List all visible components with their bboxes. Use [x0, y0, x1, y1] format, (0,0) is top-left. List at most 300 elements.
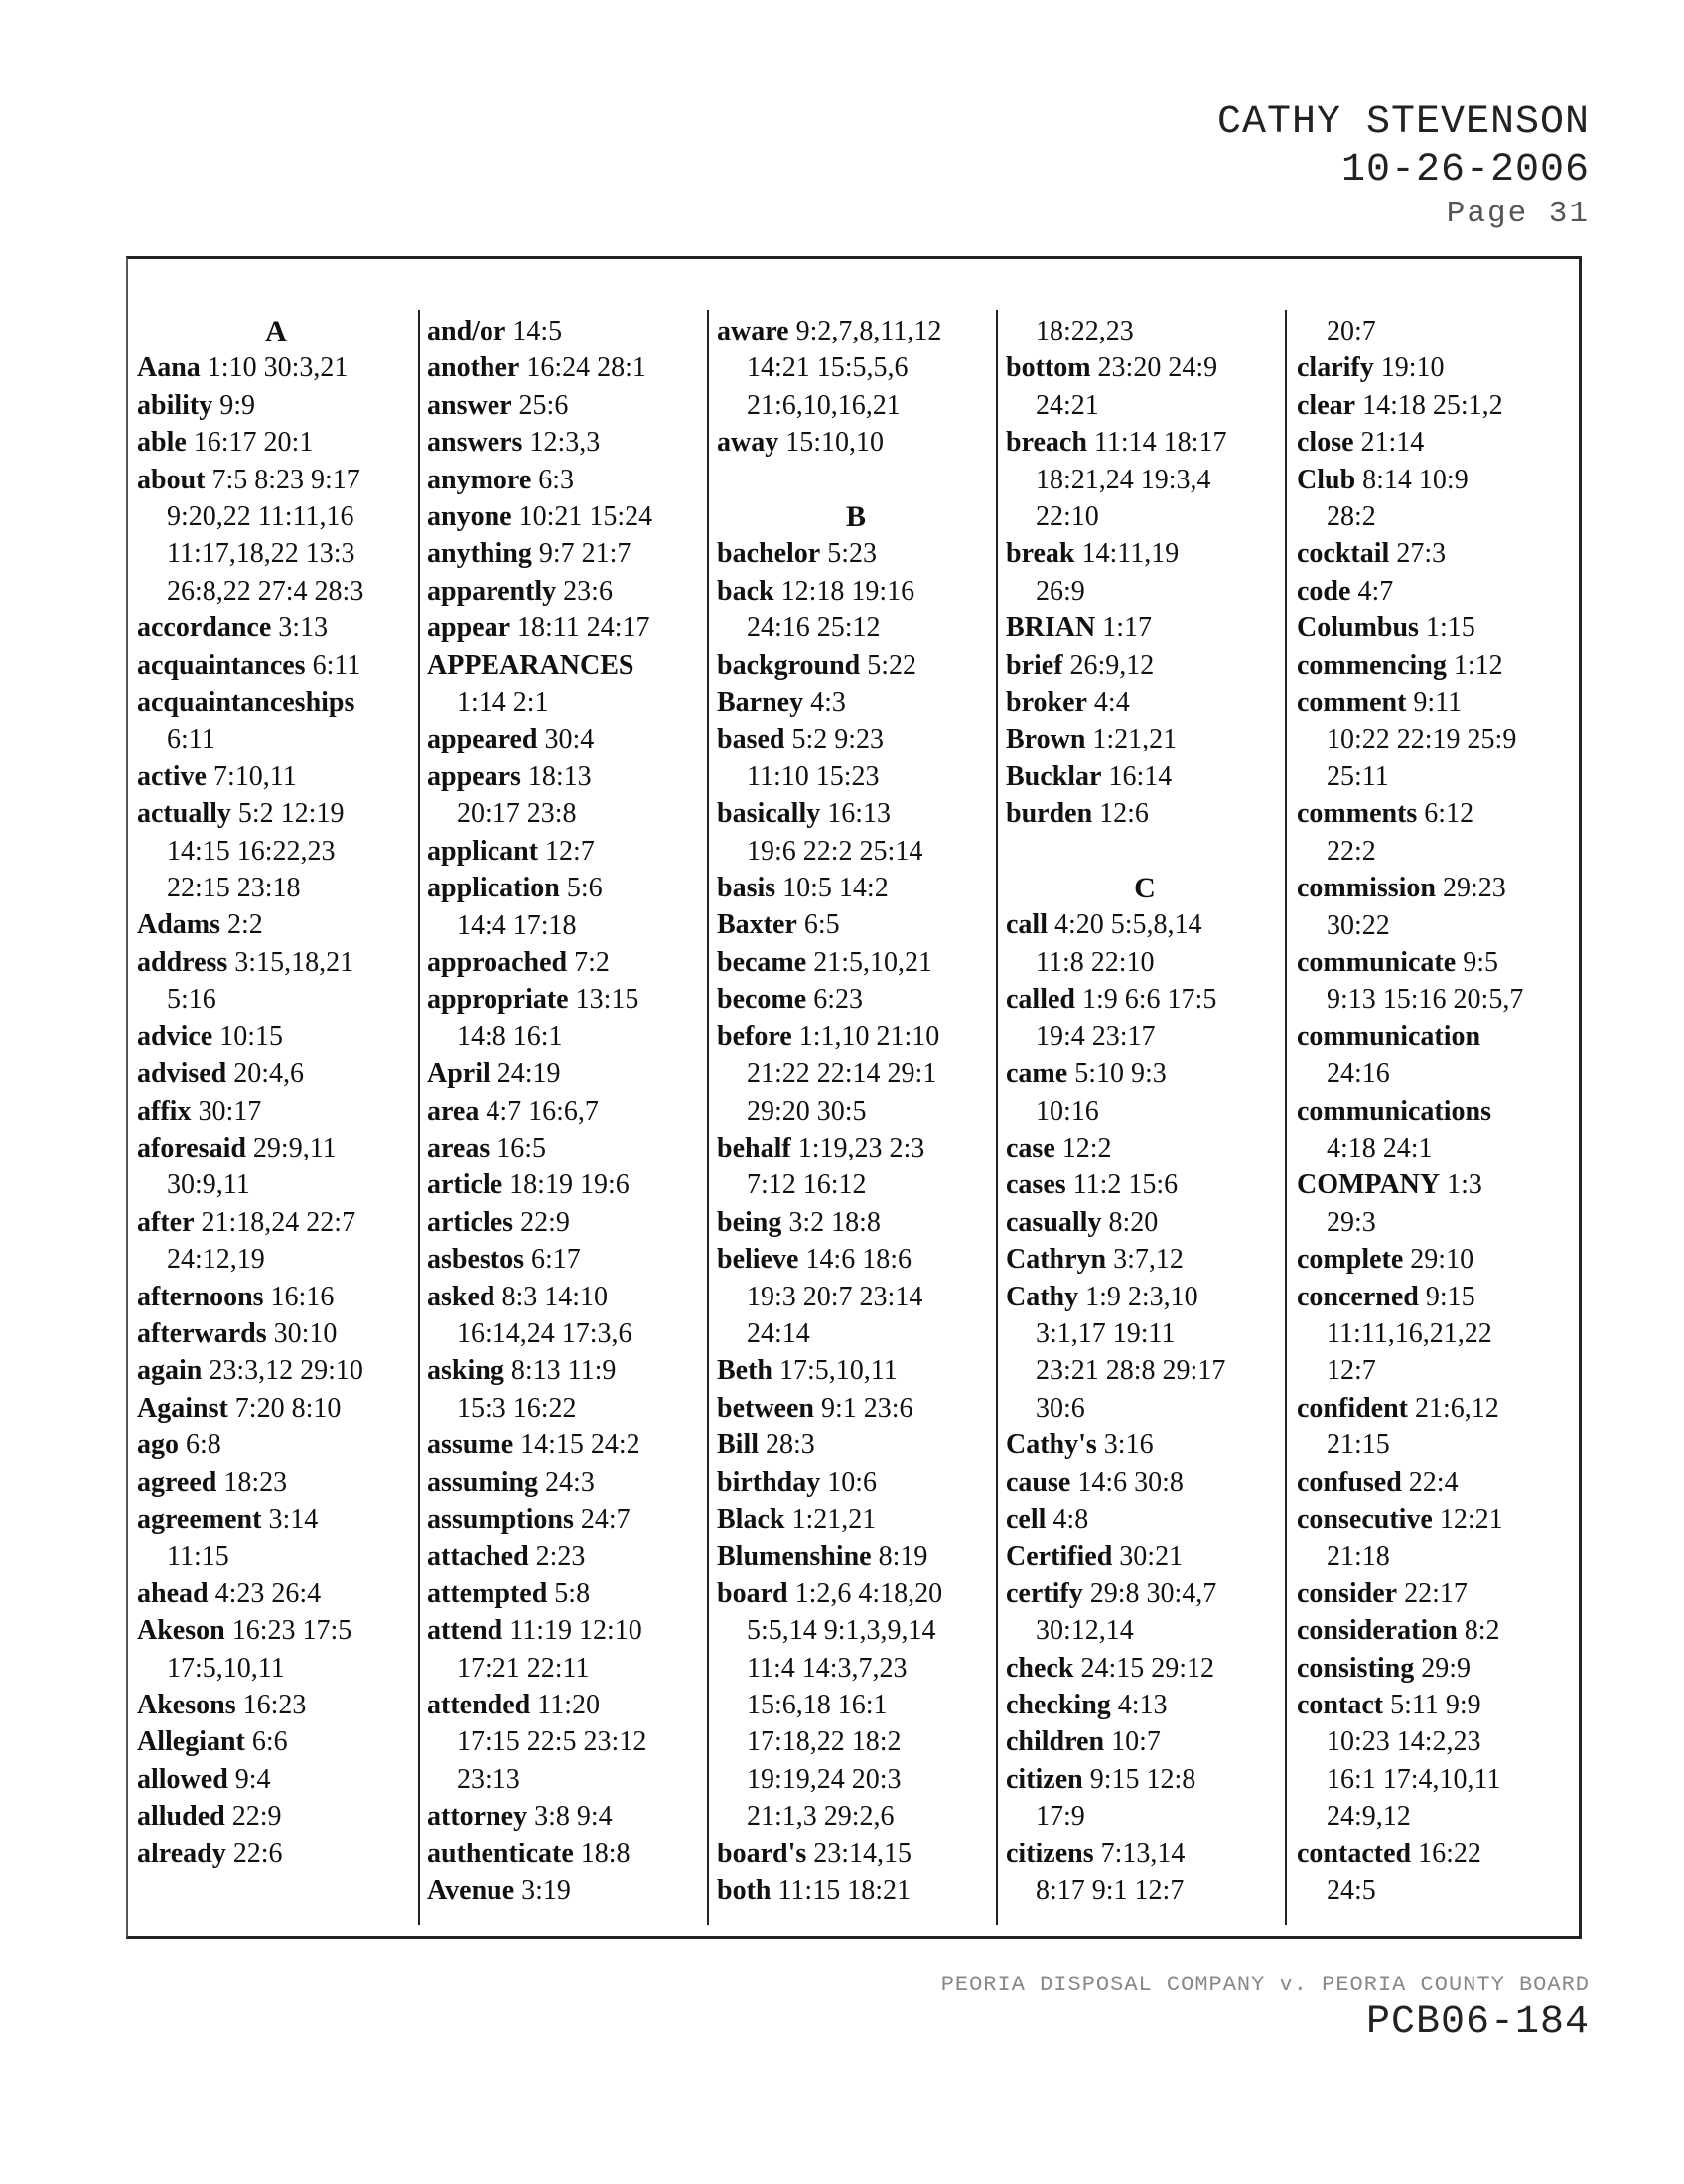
index-entry [427, 1501, 705, 1538]
witness-name: CATHY STEVENSON [1216, 100, 1590, 145]
page-line-references: 14:6 18:6 [805, 1244, 912, 1276]
page-line-references-continued: 20:17 23:8 [457, 798, 577, 830]
page-line-references: 29:10 [1410, 1244, 1474, 1276]
index-term: COMPANY [1297, 1169, 1441, 1201]
index-entry [717, 1575, 995, 1612]
index-entry [1006, 1241, 1284, 1278]
index-term: confident [1297, 1392, 1408, 1424]
index-entry [137, 684, 415, 721]
page-line-references: 9:4 [234, 1763, 271, 1795]
page-line-references-continued: 17:9 [1036, 1801, 1085, 1833]
page-line-references: 11:20 [537, 1690, 600, 1721]
index-column-5 [1297, 313, 1575, 1909]
index-term: clear [1297, 389, 1356, 421]
page-line-references: 4:7 16:6,7 [486, 1095, 599, 1127]
index-term: casually [1006, 1206, 1102, 1238]
index-term: article [427, 1169, 503, 1201]
index-term: both [717, 1875, 772, 1907]
page-line-references: 9:1 23:6 [820, 1392, 913, 1424]
index-entry [137, 1501, 415, 1538]
index-entry [427, 1798, 705, 1835]
index-entry [427, 944, 705, 981]
index-term: attorney [427, 1801, 528, 1833]
page-line-references: 18:13 [527, 760, 592, 792]
case-number: PCB06-184 [1365, 2000, 1590, 2045]
page-line-references-continued: 18:22,23 [1036, 316, 1134, 346]
index-entry [1006, 684, 1284, 721]
index-entry [137, 1204, 415, 1241]
index-term: Baxter [717, 909, 797, 941]
index-entry [1297, 1612, 1575, 1649]
index-term: afternoons [137, 1281, 264, 1312]
index-entry [717, 1427, 995, 1463]
page-line-references: 5:2 9:23 [791, 724, 885, 755]
page-line-references-continued: 11:15 [167, 1541, 229, 1572]
page-line-references: 6:12 [1424, 798, 1474, 830]
page-line-references-continued: 24:16 25:12 [747, 613, 881, 644]
index-entry [427, 1836, 705, 1872]
page-line-references: 30:4 [544, 724, 595, 755]
index-term: Adams [137, 909, 221, 941]
index-entry [1006, 721, 1284, 757]
index-entry [137, 1093, 415, 1130]
index-entry [137, 1427, 415, 1463]
index-entry [427, 462, 705, 498]
index-entry [427, 535, 705, 572]
index-term: anything [427, 538, 532, 570]
page-line-references: 3:14 [268, 1503, 319, 1535]
page-line-references: 6:23 [813, 984, 863, 1016]
index-term: code [1297, 575, 1351, 607]
page-line-references: 4:13 [1117, 1690, 1168, 1720]
index-entry [137, 1055, 415, 1092]
page-line-references-continued: 10:22 22:19 25:9 [1327, 724, 1517, 755]
page-line-references: 11:2 15:6 [1072, 1169, 1179, 1201]
index-entry [1006, 1650, 1284, 1687]
index-term: affix [137, 1095, 192, 1127]
page-line-references: 9:9 [219, 389, 256, 421]
index-term: alluded [137, 1801, 225, 1833]
column-divider [418, 310, 420, 1925]
index-entry [1006, 349, 1284, 386]
page-line-references: 7:5 8:23 9:17 [211, 464, 360, 495]
index-entry [427, 1130, 705, 1166]
page-line-references: 16:23 [242, 1690, 307, 1721]
index-term: address [137, 946, 228, 978]
page-line-references: 8:3 14:10 [501, 1281, 609, 1312]
page-line-references: 4:20 5:5,8,14 [1054, 909, 1202, 941]
index-term: Cathryn [1006, 1244, 1107, 1276]
index-term: Beth [717, 1355, 772, 1387]
page-line-references: 12:21 [1439, 1504, 1503, 1535]
page-line-references: 5:8 [554, 1577, 591, 1609]
section-gap [1006, 833, 1284, 870]
index-entry [717, 424, 995, 461]
index-entry [1297, 1019, 1575, 1055]
index-term: contacted [1297, 1838, 1412, 1869]
page-line-references: 7:13,14 [1100, 1838, 1186, 1869]
index-entry [1297, 349, 1575, 386]
index-term: advised [137, 1058, 227, 1090]
index-term: already [137, 1838, 226, 1869]
page-line-references-continued: 19:6 22:2 25:14 [747, 835, 923, 867]
index-term: away [717, 427, 779, 459]
page-line-references: 21:18,24 22:7 [201, 1206, 356, 1238]
index-term: ago [137, 1430, 179, 1461]
page-line-references: 8:14 10:9 [1362, 464, 1469, 495]
page-line-references: 7:20 8:10 [234, 1392, 342, 1424]
index-term: agreed [137, 1466, 217, 1498]
page-line-references: 23:6 [563, 575, 613, 607]
page-line-references-continued: 25:11 [1327, 760, 1389, 792]
index-term: afterwards [137, 1317, 267, 1349]
index-term: Certified [1006, 1541, 1113, 1572]
page-line-references: 2:2 [227, 909, 263, 941]
index-entry [1006, 1204, 1284, 1241]
page-line-references-continued: 23:21 28:8 29:17 [1036, 1355, 1226, 1387]
page-line-references: 21:14 [1360, 427, 1425, 459]
index-entry [427, 721, 705, 757]
page-line-references-continued: 20:7 [1327, 316, 1376, 346]
page-line-references: 9:5 [1463, 946, 1498, 978]
index-term: APPEARANCES [427, 649, 634, 681]
index-term: anyone [427, 501, 512, 533]
index-term: aware [717, 316, 789, 346]
index-term: another [427, 352, 520, 384]
index-term: basis [717, 873, 776, 904]
index-entry [717, 721, 995, 757]
page-line-references: 6:5 [803, 909, 840, 941]
page-line-references: 5:23 [827, 538, 877, 570]
index-entry [1006, 758, 1284, 795]
index-entry [1297, 647, 1575, 684]
page-header [1217, 99, 1590, 234]
page-line-references-continued: 10:16 [1036, 1095, 1099, 1127]
page-line-references-continued: 21:1,3 29:2,6 [747, 1801, 895, 1833]
page-line-references: 5:2 12:19 [237, 798, 345, 830]
page-line-references: 8:20 [1108, 1206, 1159, 1238]
index-entry [137, 1575, 415, 1612]
page-line-references-continued: 24:21 [1036, 389, 1099, 421]
page-line-references: 16:22 [1418, 1838, 1481, 1869]
index-entry [1297, 1836, 1575, 1872]
index-term: become [717, 984, 807, 1016]
page-line-references-continued: 24:12,19 [167, 1244, 265, 1276]
index-term: asked [427, 1281, 495, 1312]
index-entry [137, 906, 415, 943]
index-term: checking [1006, 1690, 1111, 1720]
page-line-references: 11:14 18:17 [1093, 427, 1227, 459]
index-column-4 [1006, 313, 1284, 1909]
index-term: board's [717, 1838, 807, 1869]
page-line-references-continued: 24:16 [1327, 1058, 1390, 1090]
page-line-references: 3:7,12 [1113, 1244, 1184, 1276]
index-term: consecutive [1297, 1504, 1433, 1535]
index-entry [1297, 610, 1575, 646]
index-term: called [1006, 984, 1075, 1016]
index-term: burden [1006, 798, 1093, 830]
index-term: citizen [1006, 1763, 1083, 1795]
page-line-references-continued: 28:2 [1327, 501, 1376, 533]
index-term: answers [427, 427, 523, 459]
page-line-references: 8:2 [1464, 1615, 1500, 1647]
index-entry [717, 1019, 995, 1055]
index-term: close [1297, 427, 1354, 459]
page-line-references-continued: 21:6,10,16,21 [747, 389, 901, 421]
index-term: assuming [427, 1466, 539, 1498]
index-entry [717, 1204, 995, 1241]
index-term: became [717, 946, 807, 978]
index-entry [137, 1836, 415, 1872]
page-line-references-continued: 14:4 17:18 [457, 909, 577, 941]
page-line-references: 14:11,19 [1081, 538, 1180, 570]
index-entry [427, 610, 705, 646]
page-line-references-continued: 30:12,14 [1036, 1615, 1134, 1647]
index-term: approached [427, 946, 568, 978]
page-line-references-continued: 11:8 22:10 [1036, 946, 1155, 978]
page-line-references: 6:8 [186, 1430, 221, 1461]
index-entry [1006, 424, 1284, 461]
index-entry [427, 647, 705, 684]
index-entry [137, 647, 415, 684]
page-line-references-continued: 5:16 [167, 984, 216, 1016]
index-term: Columbus [1297, 613, 1419, 644]
page-line-references: 5:10 9:3 [1074, 1058, 1167, 1090]
index-entry [1006, 1279, 1284, 1315]
page-line-references: 4:4 [1093, 687, 1130, 719]
page-line-references: 1:12 [1453, 649, 1503, 681]
index-entry [1297, 1279, 1575, 1315]
index-entry [1006, 1687, 1284, 1723]
index-term: asbestos [427, 1244, 525, 1276]
index-term: April [427, 1058, 491, 1090]
page-line-references-continued: 5:5,14 9:1,3,9,14 [747, 1615, 936, 1647]
page-line-references: 1:9 2:3,10 [1085, 1281, 1198, 1312]
page-line-references: 16:17 20:1 [193, 427, 314, 459]
index-term: confused [1297, 1466, 1402, 1498]
index-entry [717, 1390, 995, 1427]
page-line-references-continued: 18:21,24 19:3,4 [1036, 464, 1211, 495]
page-line-references: 3:2 18:8 [788, 1206, 881, 1238]
page-line-references: 10:5 14:2 [782, 873, 889, 904]
page-line-references: 12:2 [1061, 1132, 1112, 1163]
index-entry [427, 870, 705, 906]
page-line-references-continued: 24:9,12 [1327, 1801, 1411, 1833]
page-line-references: 20:4,6 [233, 1058, 305, 1090]
index-entry [137, 1315, 415, 1352]
page-line-references: 1:1,10 21:10 [798, 1021, 940, 1052]
page-line-references: 8:13 11:9 [510, 1355, 617, 1387]
page-line-references: 12:7 [545, 835, 595, 867]
page-line-references-continued: 8:17 9:1 12:7 [1036, 1875, 1185, 1907]
index-entry [717, 944, 995, 981]
index-entry [137, 1761, 415, 1798]
page-line-references-continued: 1:14 2:1 [457, 687, 549, 719]
page-line-references-continued: 9:13 15:16 20:5,7 [1327, 984, 1524, 1016]
index-entry [1297, 1464, 1575, 1501]
index-entry [717, 1538, 995, 1574]
index-entry [427, 1612, 705, 1649]
index-term: Black [717, 1503, 785, 1535]
page-line-references: 7:10,11 [212, 760, 297, 792]
index-term: cocktail [1297, 538, 1390, 570]
index-entry [1297, 535, 1575, 572]
page-line-references: 1:21,21 [791, 1503, 877, 1535]
page-line-references-continued: 22:10 [1036, 501, 1099, 533]
index-entry [1006, 1575, 1284, 1612]
page-line-references: 6:11 [312, 649, 361, 681]
index-entry [427, 1687, 705, 1723]
index-entry [137, 1352, 415, 1389]
index-term: able [137, 427, 187, 459]
page-line-references: 2:23 [535, 1541, 586, 1572]
index-term: authenticate [427, 1838, 574, 1869]
index-entry [1297, 870, 1575, 906]
index-term: appear [427, 613, 510, 644]
page-line-references-continued: 21:18 [1327, 1541, 1390, 1572]
page-line-references: 16:23 17:5 [231, 1615, 352, 1647]
page-line-references: 29:8 30:4,7 [1089, 1577, 1217, 1609]
section-letter: B [845, 500, 866, 534]
page-line-references: 16:14 [1108, 760, 1173, 792]
index-entry [427, 1055, 705, 1092]
index-term: came [1006, 1058, 1068, 1090]
index-entry [1006, 1836, 1284, 1872]
page-line-references: 6:6 [251, 1726, 288, 1758]
section-letter: A [265, 315, 287, 347]
page-line-references: 1:15 [1425, 613, 1475, 644]
index-entry [137, 1279, 415, 1315]
page-line-references-continued: 6:11 [167, 724, 215, 755]
index-entry [1006, 1723, 1284, 1760]
column-divider [707, 310, 709, 1925]
page-line-references-continued: 17:5,10,11 [167, 1652, 285, 1684]
index-entry [717, 313, 995, 349]
index-term: answer [427, 389, 512, 421]
index-term: communicate [1297, 946, 1457, 978]
page-line-references: 1:17 [1102, 613, 1153, 644]
section-letter: C [1134, 872, 1156, 905]
page-line-references: 3:16 [1103, 1430, 1154, 1461]
page-line-references: 3:13 [278, 613, 329, 644]
index-entry [717, 647, 995, 684]
page-line-references-continued: 11:17,18,22 13:3 [167, 538, 355, 570]
page-line-references: 23:14,15 [813, 1838, 912, 1869]
index-term: actually [137, 798, 231, 830]
page-line-references: 3:19 [521, 1875, 571, 1907]
page-line-references: 10:7 [1111, 1726, 1161, 1758]
index-entry [137, 349, 415, 386]
page-line-references: 22:9 [520, 1206, 570, 1238]
index-entry [427, 1166, 705, 1203]
index-term: Akesons [137, 1690, 236, 1721]
page-line-references-continued: 29:20 30:5 [747, 1095, 867, 1127]
index-column-2 [427, 313, 705, 1909]
index-term: cell [1006, 1503, 1047, 1535]
page-line-references: 24:7 [580, 1504, 631, 1535]
index-term: assumptions [427, 1504, 574, 1535]
page-line-references: 12:3,3 [529, 427, 601, 459]
page-line-references-continued: 15:3 16:22 [457, 1392, 577, 1424]
page-line-references: 10:6 [827, 1466, 878, 1498]
index-term: believe [717, 1244, 799, 1276]
index-column-1 [137, 313, 415, 1872]
page-line-references: 22:17 [1404, 1577, 1468, 1609]
page-line-references: 4:7 [1357, 575, 1394, 607]
index-entry [717, 573, 995, 610]
page-line-references-continued: 9:20,22 11:11,16 [167, 501, 354, 533]
page-line-references: 12:6 [1099, 798, 1149, 830]
page-line-references: 30:17 [198, 1095, 262, 1127]
page-line-references: 28:3 [766, 1430, 815, 1461]
page-line-references-continued: 19:3 20:7 23:14 [747, 1281, 923, 1312]
index-term: Avenue [427, 1875, 515, 1907]
page-line-references-continued: 23:13 [457, 1763, 520, 1795]
page-line-references: 5:6 [566, 873, 603, 904]
index-term: before [717, 1021, 792, 1052]
page-line-references-continued: 30:22 [1327, 909, 1390, 941]
index-term: again [137, 1355, 203, 1387]
index-term: application [427, 873, 560, 904]
page-line-references: 13:15 [575, 984, 639, 1016]
page-line-references: 14:6 30:8 [1077, 1466, 1184, 1498]
index-term: back [717, 575, 774, 607]
index-entry [1297, 1390, 1575, 1427]
index-entry [1297, 795, 1575, 832]
page-line-references: 30:21 [1119, 1541, 1184, 1572]
page-line-references-continued: 21:15 [1327, 1430, 1390, 1461]
section-gap [717, 462, 995, 498]
index-term: appears [427, 760, 521, 792]
page-line-references: 16:16 [270, 1281, 335, 1312]
index-entry [1006, 1130, 1284, 1166]
page-line-references: 26:9,12 [1069, 649, 1155, 681]
page-line-references: 22:6 [232, 1838, 283, 1869]
index-term: applicant [427, 835, 539, 867]
index-term: clarify [1297, 352, 1374, 384]
index-entry [427, 1575, 705, 1612]
page-line-references-continued: 22:2 [1327, 835, 1376, 867]
index-entry [1006, 981, 1284, 1018]
page-line-references: 9:2,7,8,11,12 [795, 316, 942, 346]
page-line-references: 11:15 18:21 [777, 1875, 911, 1907]
page-line-references: 24:3 [545, 1466, 595, 1498]
index-entry [427, 1427, 705, 1463]
page-line-references: 1:3 [1447, 1169, 1482, 1201]
page-line-references: 7:2 [574, 946, 610, 978]
index-term: broker [1006, 687, 1087, 719]
index-term: citizens [1006, 1838, 1094, 1869]
index-entry [137, 1612, 415, 1649]
index-term: commencing [1297, 649, 1447, 681]
index-term: assume [427, 1430, 514, 1461]
page-line-references: 24:19 [496, 1058, 561, 1090]
page-line-references-continued: 10:23 14:2,23 [1327, 1726, 1481, 1758]
index-term: certify [1006, 1577, 1083, 1609]
index-term: attended [427, 1690, 531, 1721]
index-term: appropriate [427, 984, 569, 1016]
index-term: attached [427, 1541, 529, 1572]
index-term: contact [1297, 1690, 1384, 1721]
page-line-references-continued: 29:3 [1327, 1206, 1376, 1238]
page-line-references: 11:19 12:10 [509, 1615, 642, 1647]
page-line-references: 1:2,6 4:18,20 [794, 1577, 943, 1609]
page-line-references-continued: 22:15 23:18 [167, 873, 301, 904]
index-term: asking [427, 1355, 504, 1387]
page-line-references: 4:8 [1052, 1503, 1089, 1535]
index-term: and/or [427, 316, 506, 346]
index-term: Barney [717, 687, 804, 719]
